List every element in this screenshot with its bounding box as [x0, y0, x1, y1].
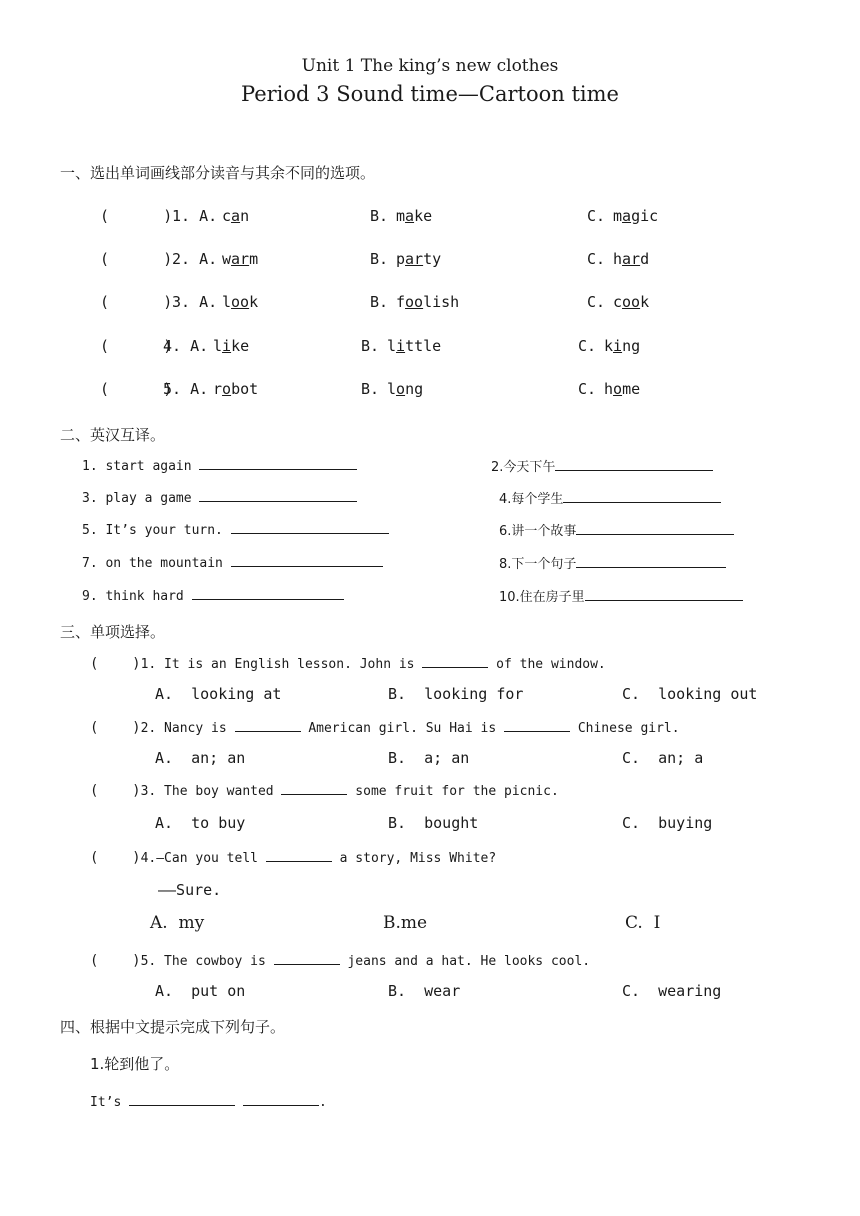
- translation-item-4: 4.每个学生: [499, 488, 721, 507]
- worksheet-unit-title: Unit 1 The king’s new clothes: [301, 56, 559, 76]
- option-c-word[interactable]: [604, 337, 640, 355]
- mc-q5-option-c[interactable]: C. wearing: [622, 982, 722, 1000]
- question-number: 3. A.: [172, 293, 218, 311]
- translation-item-1: 1. start again: [82, 457, 357, 474]
- question-number: 4. A.: [163, 337, 209, 355]
- word-segment: lish: [423, 293, 460, 311]
- answer-paren[interactable]: ( ): [100, 380, 173, 398]
- question-number: 2. A.: [172, 250, 218, 268]
- word-segment: k: [640, 293, 650, 311]
- answer-blank[interactable]: [231, 554, 383, 567]
- mc-question-3: ( )3. The boy wanted some fruit for the picnic.: [90, 783, 559, 799]
- mc-q2-option-b[interactable]: B. a; an: [388, 749, 470, 767]
- word-segment: w: [222, 250, 232, 268]
- worksheet-period-title: Period 3 Sound time—Cartoon time: [241, 82, 619, 106]
- word-segment: ng: [622, 337, 641, 355]
- word-segment: d: [640, 250, 650, 268]
- mc-q1-option-a[interactable]: A. looking at: [155, 685, 282, 703]
- option-b-word[interactable]: [396, 207, 432, 225]
- mc-q2-option-a[interactable]: A. an; an: [155, 749, 246, 767]
- mc-q4-option-c[interactable]: C. I: [625, 913, 661, 933]
- translation-item-3: 3. play a game: [82, 489, 357, 506]
- answer-blank[interactable]: [199, 489, 357, 502]
- answer-blank[interactable]: [235, 719, 301, 732]
- option-c-word[interactable]: [613, 250, 649, 268]
- underlined-segment: ar: [231, 250, 250, 268]
- mc-q4-option-a[interactable]: A. my: [150, 913, 205, 933]
- option-c-word[interactable]: [613, 207, 658, 225]
- question-number: 5. A.: [163, 380, 209, 398]
- option-c-label: C.: [587, 293, 606, 311]
- word-segment: k: [249, 293, 259, 311]
- option-c-word[interactable]: [604, 380, 640, 398]
- word-segment: r: [213, 380, 223, 398]
- answer-blank[interactable]: [192, 587, 344, 600]
- mc-q1-option-b[interactable]: B. looking for: [388, 685, 524, 703]
- mc-q3-option-a[interactable]: A. to buy: [155, 814, 246, 832]
- section4-heading: 四、根据中文提示完成下列句子。: [60, 1018, 286, 1036]
- word-segment: me: [622, 380, 641, 398]
- option-b-label: B.: [361, 380, 380, 398]
- word-segment: p: [396, 250, 406, 268]
- translation-item-6: 6.讲一个故事: [499, 520, 734, 539]
- word-segment: l: [222, 293, 232, 311]
- word-segment: ke: [231, 337, 250, 355]
- mc-q5-option-b[interactable]: B. wear: [388, 982, 461, 1000]
- word-segment: ttle: [405, 337, 442, 355]
- answer-blank[interactable]: [281, 782, 347, 795]
- answer-blank[interactable]: [231, 521, 389, 534]
- answer-blank[interactable]: [243, 1093, 319, 1106]
- option-c-label: C.: [587, 207, 606, 225]
- word-segment: f: [396, 293, 406, 311]
- option-b-label: B.: [370, 293, 389, 311]
- underlined-segment: o: [396, 380, 406, 398]
- option-b-label: B.: [370, 250, 389, 268]
- mc-q4-response: ——Sure.: [158, 881, 222, 899]
- answer-paren[interactable]: ( ): [100, 207, 173, 225]
- answer-blank[interactable]: [576, 522, 734, 535]
- word-segment: m: [396, 207, 406, 225]
- answer-blank[interactable]: [129, 1093, 235, 1106]
- completion-prompt-1: 1.轮到他了。: [90, 1055, 180, 1073]
- mc-q3-option-c[interactable]: C. buying: [622, 814, 713, 832]
- answer-blank[interactable]: [422, 655, 488, 668]
- answer-blank[interactable]: [266, 849, 332, 862]
- mc-q2-option-c[interactable]: C. an; a: [622, 749, 704, 767]
- question-number: 1. A.: [172, 207, 218, 225]
- mc-question-1: ( )1. It is an English lesson. John is of the window.: [90, 656, 606, 672]
- option-c-label: C.: [578, 380, 597, 398]
- option-b-word[interactable]: [387, 380, 423, 398]
- word-segment: l: [387, 337, 397, 355]
- underlined-segment: oo: [231, 293, 250, 311]
- word-segment: l: [213, 337, 223, 355]
- underlined-segment: a: [231, 207, 241, 225]
- option-a-word[interactable]: [222, 207, 249, 225]
- word-segment: k: [604, 337, 614, 355]
- section1-heading: 一、选出单词画线部分读音与其余不同的选项。: [60, 164, 376, 182]
- mc-q5-option-a[interactable]: A. put on: [155, 982, 246, 1000]
- translation-item-5: 5. It’s your turn.: [82, 521, 389, 538]
- word-segment: bot: [231, 380, 259, 398]
- option-b-label: B.: [361, 337, 380, 355]
- translation-item-9: 9. think hard: [82, 587, 344, 604]
- answer-blank[interactable]: [555, 458, 713, 471]
- underlined-segment: a: [622, 207, 632, 225]
- option-b-word[interactable]: [396, 293, 459, 311]
- answer-blank[interactable]: [199, 457, 357, 470]
- word-segment: h: [604, 380, 614, 398]
- answer-paren[interactable]: ( ): [100, 250, 173, 268]
- option-b-label: B.: [370, 207, 389, 225]
- word-segment: l: [387, 380, 397, 398]
- mc-question-4: ( )4.—Can you tell a story, Miss White?: [90, 850, 497, 866]
- answer-blank[interactable]: [563, 490, 721, 503]
- section3-heading: 三、单项选择。: [60, 623, 166, 641]
- mc-q4-option-b[interactable]: B.me: [383, 913, 428, 933]
- word-segment: gic: [631, 207, 659, 225]
- option-c-label: C.: [587, 250, 606, 268]
- word-segment: ty: [423, 250, 442, 268]
- word-segment: m: [249, 250, 259, 268]
- section2-heading: 二、英汉互译。: [60, 426, 166, 444]
- answer-paren[interactable]: ( ): [100, 293, 173, 311]
- underlined-segment: i: [613, 337, 623, 355]
- translation-item-7: 7. on the mountain: [82, 554, 383, 571]
- underlined-segment: ar: [405, 250, 424, 268]
- answer-blank[interactable]: [585, 588, 743, 601]
- option-a-word[interactable]: [213, 380, 258, 398]
- word-segment: m: [613, 207, 623, 225]
- word-segment: ng: [405, 380, 424, 398]
- mc-q3-option-b[interactable]: B. bought: [388, 814, 479, 832]
- answer-paren[interactable]: ( ): [100, 337, 173, 355]
- option-c-label: C.: [578, 337, 597, 355]
- mc-q1-option-c[interactable]: C. looking out: [622, 685, 758, 703]
- answer-blank[interactable]: [576, 555, 726, 568]
- underlined-segment: oo: [405, 293, 424, 311]
- answer-blank[interactable]: [274, 952, 340, 965]
- underlined-segment: ar: [622, 250, 641, 268]
- word-segment: ke: [414, 207, 433, 225]
- option-b-word[interactable]: [396, 250, 441, 268]
- underlined-segment: i: [396, 337, 406, 355]
- translation-item-2: 2.今天下午: [491, 456, 713, 475]
- word-segment: c: [613, 293, 623, 311]
- option-a-word[interactable]: [222, 250, 258, 268]
- underlined-segment: oo: [622, 293, 641, 311]
- underlined-segment: o: [613, 380, 623, 398]
- underlined-segment: o: [222, 380, 232, 398]
- mc-question-2: ( )2. Nancy is American girl. Su Hai is Chinese girl.: [90, 720, 680, 736]
- mc-question-5: ( )5. The cowboy is jeans and a hat. He looks cool.: [90, 953, 591, 969]
- word-segment: n: [240, 207, 250, 225]
- option-b-word[interactable]: [387, 337, 441, 355]
- answer-blank[interactable]: [504, 719, 570, 732]
- completion-sentence-1: It’s .: [90, 1095, 327, 1110]
- underlined-segment: i: [222, 337, 232, 355]
- translation-item-10: 10.住在房子里: [499, 586, 743, 605]
- word-segment: h: [613, 250, 623, 268]
- word-segment: c: [222, 207, 232, 225]
- translation-item-8: 8.下一个句子: [499, 553, 726, 572]
- option-a-word[interactable]: [222, 293, 258, 311]
- option-c-word[interactable]: [613, 293, 649, 311]
- underlined-segment: a: [405, 207, 415, 225]
- option-a-word[interactable]: [213, 337, 249, 355]
